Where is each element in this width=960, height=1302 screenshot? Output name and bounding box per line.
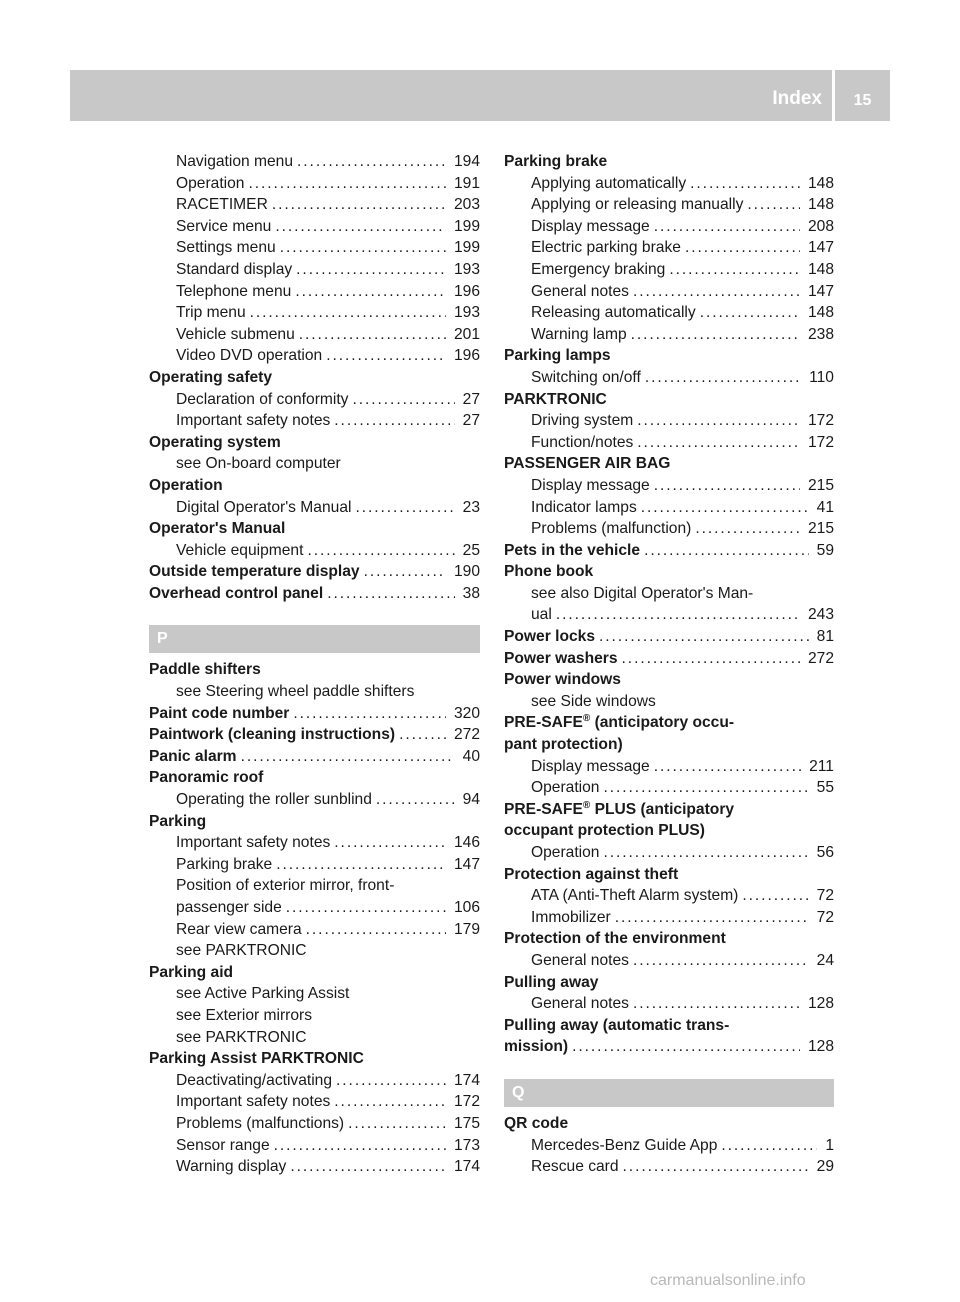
index-term-with-page (149, 583, 480, 605)
entry-label: General notes (531, 951, 629, 969)
entry-label: Operation (531, 844, 600, 861)
index-subentry (504, 237, 834, 259)
index-subentry (149, 1091, 480, 1113)
dot-leader (641, 497, 809, 519)
index-subentry (149, 1113, 480, 1135)
dot-leader (355, 497, 454, 519)
page-reference: 199 (453, 239, 480, 257)
index-subentry (504, 907, 834, 929)
index-term-with-page (504, 648, 834, 670)
dot-leader (633, 950, 809, 972)
page-reference: 106 (453, 899, 480, 916)
index-term: Power windows (504, 671, 621, 689)
page-reference: 128 (807, 1038, 834, 1056)
entry-label: Standard display (176, 260, 293, 278)
entry-label: Switching on/off (531, 368, 641, 386)
dot-leader (603, 842, 808, 864)
dot-leader (352, 389, 454, 411)
dot-leader (250, 302, 446, 324)
page-reference: 27 (462, 390, 480, 408)
entry-label: Panic alarm (149, 747, 237, 765)
index-term-with-page (149, 561, 480, 583)
page-reference: 215 (807, 520, 834, 538)
index-term-with-page (504, 540, 834, 562)
index-column-right (504, 151, 834, 1178)
page-reference: 201 (453, 325, 480, 343)
page-reference: 94 (462, 791, 480, 809)
index-reference: see PARKTRONIC (176, 1028, 307, 1046)
dot-leader (644, 540, 809, 562)
dot-leader (334, 410, 454, 432)
entry-label: Paint code number (149, 704, 290, 722)
index-subentry (149, 151, 480, 173)
dot-leader (645, 367, 801, 389)
index-subentry (504, 604, 834, 626)
watermark: carmanualsonline.info (650, 1272, 806, 1289)
page-reference: 128 (807, 995, 834, 1013)
dot-leader (572, 1036, 800, 1058)
index-term: Parking (149, 812, 207, 830)
entry-label: Applying or releasing manually (531, 196, 744, 214)
index-reference: see On-board computer (176, 455, 341, 473)
dot-leader (272, 194, 446, 216)
dot-leader (275, 216, 446, 238)
registered-mark: ® (582, 799, 591, 811)
entry-label: General notes (531, 282, 629, 300)
page-reference: 72 (816, 908, 834, 926)
dot-leader (615, 907, 809, 929)
dot-leader (334, 1091, 446, 1113)
dot-leader (296, 259, 446, 281)
entry-label: Emergency braking (531, 260, 666, 278)
entry-label: Indicator lamps (531, 498, 637, 516)
index-subentry (504, 194, 834, 216)
dot-leader (336, 1070, 446, 1092)
page-reference: 56 (816, 844, 834, 861)
entry-label: Driving system (531, 412, 634, 430)
entry-label: Immobilizer (531, 908, 611, 926)
entry-label: Mercedes-Benz Guide App (531, 1136, 718, 1154)
dot-leader (327, 583, 454, 605)
dot-leader (685, 237, 800, 259)
page-reference: 211 (809, 757, 834, 775)
entry-label: Outside temperature display (149, 563, 360, 581)
entry-label: ATA (Anti-Theft Alarm system) (531, 887, 739, 905)
page-reference: 147 (453, 855, 480, 873)
index-list (149, 151, 480, 604)
index-list (504, 1113, 834, 1178)
index-term-with-page (504, 1036, 834, 1058)
index-term: Parking brake (504, 153, 608, 170)
entry-label: Paintwork (cleaning instructions) (149, 726, 396, 744)
section-header-q: Q (504, 1079, 834, 1107)
index-term: Operating system (149, 433, 281, 451)
dot-leader (280, 237, 446, 259)
page-reference: 172 (807, 412, 834, 430)
entry-label: Problems (malfunction) (531, 520, 692, 538)
index-term-rest: (anticipatory occu- (590, 714, 735, 732)
dot-leader (348, 1113, 446, 1135)
page-reference: 29 (816, 1158, 834, 1176)
index-term: Operation (149, 476, 223, 494)
index-subentry (149, 389, 480, 411)
entry-label: Warning lamp (531, 325, 627, 343)
dot-leader (276, 854, 446, 876)
entry-label: Deactivating/activating (176, 1071, 333, 1089)
index-term-rest: PLUS (anticipatory (590, 800, 735, 818)
page-reference: 148 (807, 304, 834, 322)
index-subentry (504, 885, 834, 907)
entry-label: Rear view camera (176, 920, 302, 938)
dot-leader (307, 540, 454, 562)
page-reference: 238 (807, 325, 834, 343)
index-term: Protection of the environment (504, 930, 726, 948)
index-term-with-page (504, 626, 834, 648)
entry-label: mission) (504, 1038, 569, 1056)
index-subentry (149, 897, 480, 919)
index-subentry (504, 993, 834, 1015)
index-reference: see Side windows (531, 692, 656, 710)
dot-leader (326, 345, 446, 367)
index-subentry (149, 194, 480, 216)
entry-label: Applying automatically (531, 174, 687, 192)
entry-label: Warning display (176, 1158, 287, 1176)
page-reference: 146 (453, 834, 480, 852)
page-reference: 203 (453, 196, 480, 214)
dot-leader (623, 1156, 809, 1178)
index-list (504, 151, 834, 1058)
index-subentry (504, 1135, 834, 1157)
index-subentry (149, 832, 480, 854)
index-reference: see PARKTRONIC (176, 942, 307, 960)
entry-label: ual (531, 606, 552, 624)
dot-leader (274, 1135, 446, 1157)
page-reference: 55 (816, 779, 834, 797)
entry-label: Sensor range (176, 1136, 270, 1154)
dot-leader (306, 919, 446, 941)
dot-leader (721, 1135, 817, 1157)
page-reference: 243 (807, 606, 834, 624)
index-subentry (504, 518, 834, 540)
index-term (504, 712, 834, 734)
dot-leader (248, 173, 445, 195)
entry-label: passenger side (176, 899, 282, 916)
dot-leader (742, 885, 808, 907)
page-reference: 24 (816, 951, 834, 969)
index-subentry (504, 475, 834, 497)
index-term: pant protection) (504, 736, 623, 754)
page-reference: 23 (462, 498, 480, 516)
page-title: Index (772, 88, 822, 109)
index-term-with-page (149, 746, 480, 768)
entry-label: Display message (531, 476, 650, 494)
index-subentry (149, 1156, 480, 1178)
index-subentry (504, 950, 834, 972)
index-subentry (504, 216, 834, 238)
dot-leader (747, 194, 800, 216)
index-subentry (149, 1070, 480, 1092)
index-term: Operating safety (149, 368, 273, 386)
dot-leader (637, 432, 800, 454)
index-term: Protection against theft (504, 865, 679, 883)
index-term (504, 799, 834, 821)
index-subentry (149, 345, 480, 367)
index-subentry (149, 919, 480, 941)
page-reference: 215 (807, 476, 834, 494)
dot-leader (633, 993, 800, 1015)
index-subentry (504, 281, 834, 303)
entry-label: RACETIMER (176, 196, 268, 214)
page-reference: 172 (807, 433, 834, 451)
page-reference: 148 (807, 260, 834, 278)
index-term: Pulling away (automatic trans- (504, 1016, 730, 1034)
entry-label: Operating the roller sunblind (176, 791, 372, 809)
page-reference: 175 (453, 1114, 480, 1132)
page-reference: 174 (453, 1158, 480, 1176)
dot-leader (297, 151, 446, 173)
page-reference: 193 (453, 260, 480, 278)
index-term: Parking Assist PARKTRONIC (149, 1050, 364, 1068)
page-reference: 40 (462, 747, 480, 765)
index-reference: see Exterior mirrors (176, 1006, 313, 1024)
section-header-p: P (149, 625, 480, 653)
dot-leader (241, 746, 455, 768)
index-term: PASSENGER AIR BAG (504, 455, 671, 473)
entry-label: Navigation menu (176, 153, 294, 170)
index-subentry (149, 789, 480, 811)
page-reference: 320 (453, 704, 480, 722)
page-reference: 208 (807, 217, 834, 235)
index-subentry (504, 842, 834, 864)
index-subentry (504, 497, 834, 519)
index-reference: see also Digital Operator's Man- (531, 584, 754, 602)
entry-label: Video DVD operation (176, 347, 323, 365)
index-subentry (504, 432, 834, 454)
entry-label: Display message (531, 217, 650, 235)
page-reference: 148 (807, 174, 834, 192)
entry-label: Settings menu (176, 239, 276, 257)
page-reference: 110 (809, 368, 834, 386)
entry-label: Overhead control panel (149, 584, 324, 602)
index-term: Phone book (504, 563, 594, 581)
dot-leader (654, 756, 801, 778)
entry-label: Problems (malfunctions) (176, 1114, 345, 1132)
dot-leader (293, 703, 446, 725)
dot-leader (295, 281, 446, 303)
entry-label: Digital Operator's Manual (176, 498, 352, 516)
dot-leader (364, 561, 446, 583)
index-term-with-page (149, 724, 480, 746)
page-reference: 59 (816, 541, 834, 559)
page-reference: 72 (816, 887, 834, 905)
index-subentry (149, 854, 480, 876)
registered-mark: ® (582, 713, 591, 725)
page-reference: 173 (453, 1136, 480, 1154)
entry-label: Display message (531, 757, 650, 775)
index-subentry (149, 540, 480, 562)
entry-label: Telephone menu (176, 282, 292, 300)
index-subentry (149, 497, 480, 519)
index-term: QR code (504, 1114, 569, 1132)
dot-leader (631, 324, 800, 346)
page-reference: 25 (462, 541, 480, 559)
index-subentry (149, 410, 480, 432)
index-subentry (149, 302, 480, 324)
entry-label: Important safety notes (176, 1093, 331, 1111)
index-term: Pulling away (504, 973, 599, 991)
entry-label: Power locks (504, 628, 596, 646)
page-reference: 41 (816, 498, 834, 516)
dot-leader (622, 648, 800, 670)
page-reference: 272 (453, 726, 480, 744)
entry-label: Operation (176, 174, 245, 192)
index-subentry (504, 756, 834, 778)
page-reference: 193 (453, 304, 480, 322)
dot-leader (286, 897, 446, 919)
index-subentry (504, 173, 834, 195)
page-reference: 81 (816, 628, 834, 646)
entry-label: Important safety notes (176, 412, 331, 430)
index-subentry (504, 410, 834, 432)
entry-label: Vehicle equipment (176, 541, 304, 559)
dot-leader (637, 410, 800, 432)
index-term: Parking aid (149, 963, 234, 981)
dot-leader (669, 259, 800, 281)
page-reference: 196 (453, 282, 480, 300)
dot-leader (599, 626, 809, 648)
index-list (149, 659, 480, 1177)
index-term: Operator's Manual (149, 520, 286, 538)
entry-label: Trip menu (176, 304, 246, 322)
page-reference: 147 (807, 239, 834, 257)
dot-leader (654, 475, 800, 497)
index-subentry (149, 1135, 480, 1157)
entry-label: Electric parking brake (531, 239, 681, 257)
page-reference: 172 (453, 1093, 480, 1111)
index-subentry (504, 777, 834, 799)
page-reference: 194 (453, 153, 480, 170)
index-subentry (149, 259, 480, 281)
page-reference: 191 (453, 174, 480, 192)
page-reference: 148 (807, 196, 834, 214)
index-subentry (504, 302, 834, 324)
index-subentry (504, 259, 834, 281)
index-subentry (149, 216, 480, 238)
dot-leader (700, 302, 800, 324)
index-term-with-page (149, 703, 480, 725)
index-term: Parking lamps (504, 347, 611, 365)
dot-leader (556, 604, 800, 626)
entry-label: Releasing automatically (531, 304, 696, 322)
index-subentry (504, 367, 834, 389)
index-subentry (149, 237, 480, 259)
entry-label: Rescue card (531, 1158, 619, 1176)
index-term: Paddle shifters (149, 661, 261, 679)
index-term: PARKTRONIC (504, 390, 607, 408)
index-reference: Position of exterior mirror, front- (176, 877, 395, 895)
dot-leader (633, 281, 800, 303)
index-subentry (149, 173, 480, 195)
index-term: occupant protection PLUS) (504, 822, 705, 840)
dot-leader (695, 518, 800, 540)
index-reference: see Steering wheel paddle shifters (176, 683, 415, 701)
page-reference: 38 (462, 584, 480, 602)
entry-label: Vehicle submenu (176, 325, 295, 343)
dot-leader (299, 324, 446, 346)
entry-label: Important safety notes (176, 834, 331, 852)
dot-leader (603, 777, 808, 799)
page-reference: 272 (807, 649, 834, 667)
entry-label: Operation (531, 779, 600, 797)
dot-leader (376, 789, 455, 811)
index-column-left (149, 151, 480, 1178)
page-reference: 196 (453, 347, 480, 365)
entry-label: Power washers (504, 649, 618, 667)
page-number: 15 (853, 92, 872, 109)
index-subentry (149, 281, 480, 303)
page-reference: 190 (453, 563, 480, 581)
entry-label: Function/notes (531, 433, 634, 451)
entry-label: General notes (531, 995, 629, 1013)
index-subentry (504, 1156, 834, 1178)
entry-label: Parking brake (176, 855, 273, 873)
index-term-label: PRE-SAFE (504, 800, 583, 818)
dot-leader (399, 724, 446, 746)
page-reference: 1 (825, 1136, 834, 1154)
dot-leader (690, 173, 800, 195)
page-reference: 147 (807, 282, 834, 300)
index-subentry (149, 324, 480, 346)
index-subentry (504, 324, 834, 346)
page-reference: 199 (453, 217, 480, 235)
index-term-label: PRE-SAFE (504, 714, 583, 732)
dot-leader (334, 832, 446, 854)
page-reference: 179 (453, 920, 480, 938)
page-reference: 174 (453, 1071, 480, 1089)
entry-label: Declaration of conformity (176, 390, 349, 408)
index-reference: see Active Parking Assist (176, 985, 350, 1003)
entry-label: Service menu (176, 217, 272, 235)
index-term: Panoramic roof (149, 769, 264, 787)
entry-label: Pets in the vehicle (504, 541, 641, 559)
page-reference: 27 (462, 412, 480, 430)
dot-leader (290, 1156, 446, 1178)
dot-leader (654, 216, 800, 238)
